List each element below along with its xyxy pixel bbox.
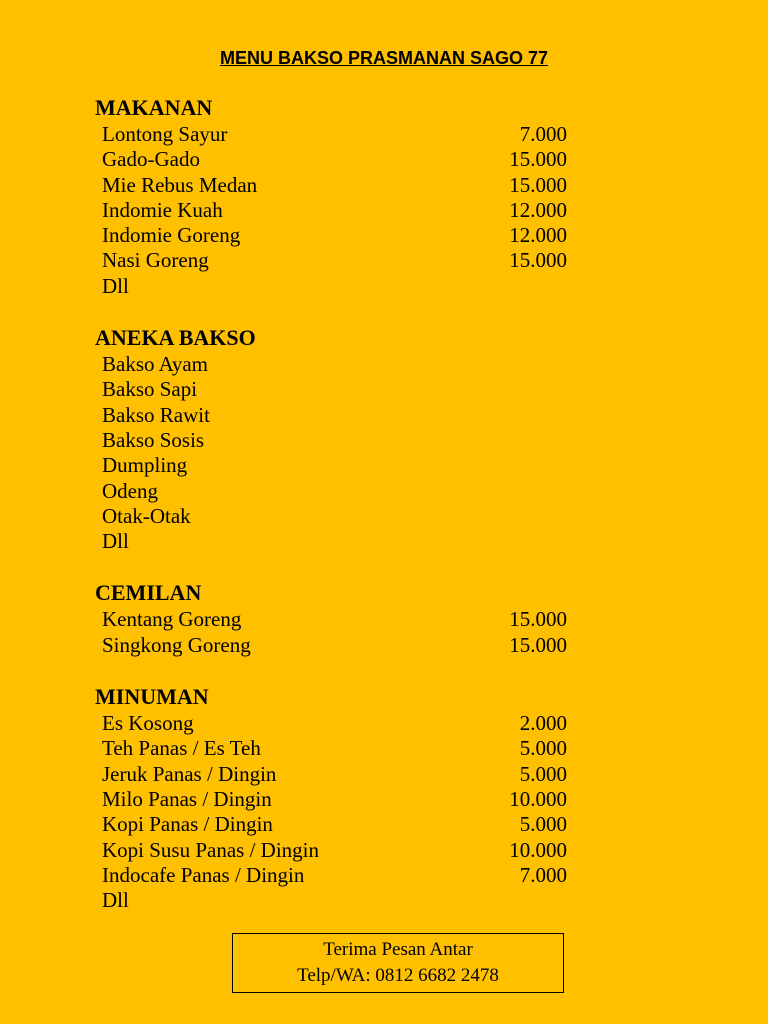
menu-section bbox=[95, 324, 575, 554]
menu-item bbox=[95, 762, 575, 787]
item-price: 7.000 bbox=[519, 122, 567, 146]
item-price: 12.000 bbox=[509, 197, 567, 222]
item-name: Dll bbox=[102, 273, 129, 298]
menu-section bbox=[95, 94, 575, 299]
item-price: 10.000 bbox=[509, 837, 567, 862]
item-price: 12.000 bbox=[509, 223, 567, 248]
menu-item bbox=[95, 863, 575, 888]
item-price: 15.000 bbox=[509, 632, 567, 657]
item-name: Gado-Gado bbox=[102, 147, 200, 172]
menu-item bbox=[95, 428, 575, 453]
item-price: 5.000 bbox=[519, 736, 567, 761]
delivery-notice: Terima Pesan Antar bbox=[323, 939, 473, 960]
menu-item bbox=[95, 633, 575, 658]
menu-item bbox=[95, 479, 575, 504]
menu-item bbox=[95, 122, 575, 147]
menu-title: MENU BAKSO PRASMANAN SAGO 77 bbox=[219, 48, 549, 68]
menu-item bbox=[95, 736, 575, 761]
menu-item bbox=[95, 223, 575, 248]
item-name: Kopi Panas / Dingin bbox=[102, 812, 273, 837]
menu-item bbox=[95, 248, 575, 273]
section-heading: CEMILAN bbox=[95, 580, 202, 606]
item-name: Es Kosong bbox=[102, 711, 194, 736]
item-name: Bakso Sapi bbox=[102, 377, 198, 402]
menu-item bbox=[95, 504, 575, 529]
item-price: 7.000 bbox=[519, 862, 567, 887]
item-name: Singkong Goreng bbox=[102, 632, 251, 657]
menu-item bbox=[95, 147, 575, 172]
menu-item bbox=[95, 403, 575, 428]
section-heading: ANEKA BAKSO bbox=[95, 325, 256, 351]
item-name: Indomie Kuah bbox=[102, 197, 223, 222]
menu-section bbox=[95, 579, 575, 658]
menu-item bbox=[95, 173, 575, 198]
menu-item bbox=[95, 198, 575, 223]
item-price: 2.000 bbox=[519, 711, 567, 736]
item-name: Dll bbox=[102, 888, 129, 913]
item-name: Milo Panas / Dingin bbox=[102, 786, 272, 811]
menu-item bbox=[95, 711, 575, 736]
item-name: Kentang Goreng bbox=[102, 607, 242, 632]
item-name: Otak-Otak bbox=[102, 503, 191, 528]
menu-item bbox=[95, 352, 575, 377]
item-name: Indocafe Panas / Dingin bbox=[102, 862, 305, 887]
item-name: Indomie Goreng bbox=[102, 223, 241, 248]
item-name: Odeng bbox=[102, 478, 158, 503]
menu-item bbox=[95, 274, 575, 299]
item-name: Mie Rebus Medan bbox=[102, 172, 258, 197]
item-name: Bakso Ayam bbox=[102, 352, 208, 377]
item-price: 15.000 bbox=[509, 172, 567, 197]
item-price: 15.000 bbox=[509, 248, 567, 273]
menu-item bbox=[95, 377, 575, 402]
item-price: 5.000 bbox=[519, 761, 567, 786]
menu-item bbox=[95, 607, 575, 632]
menu-item bbox=[95, 787, 575, 812]
item-name: Bakso Rawit bbox=[102, 402, 210, 427]
menu-item bbox=[95, 888, 575, 913]
menu-section bbox=[95, 683, 575, 913]
menu-item bbox=[95, 529, 575, 554]
item-name: Lontong Sayur bbox=[102, 122, 228, 146]
item-name: Dll bbox=[102, 529, 129, 554]
item-name: Nasi Goreng bbox=[102, 248, 209, 273]
item-price: 15.000 bbox=[509, 147, 567, 172]
item-name: Dumpling bbox=[102, 453, 188, 478]
menu-item bbox=[95, 453, 575, 478]
item-price: 15.000 bbox=[509, 607, 567, 632]
item-price: 10.000 bbox=[509, 786, 567, 811]
menu-list bbox=[95, 94, 575, 938]
item-name: Bakso Sosis bbox=[102, 427, 205, 452]
section-heading: MAKANAN bbox=[95, 95, 213, 120]
item-price: 5.000 bbox=[519, 812, 567, 837]
menu-item bbox=[95, 812, 575, 837]
menu-item bbox=[95, 838, 575, 863]
item-name: Kopi Susu Panas / Dingin bbox=[102, 837, 320, 862]
delivery-info-box bbox=[232, 933, 564, 993]
contact-phone: Telp/WA: 0812 6682 2478 bbox=[297, 965, 499, 986]
section-heading: MINUMAN bbox=[95, 684, 209, 710]
item-name: Teh Panas / Es Teh bbox=[102, 736, 261, 761]
item-name: Jeruk Panas / Dingin bbox=[102, 761, 277, 786]
